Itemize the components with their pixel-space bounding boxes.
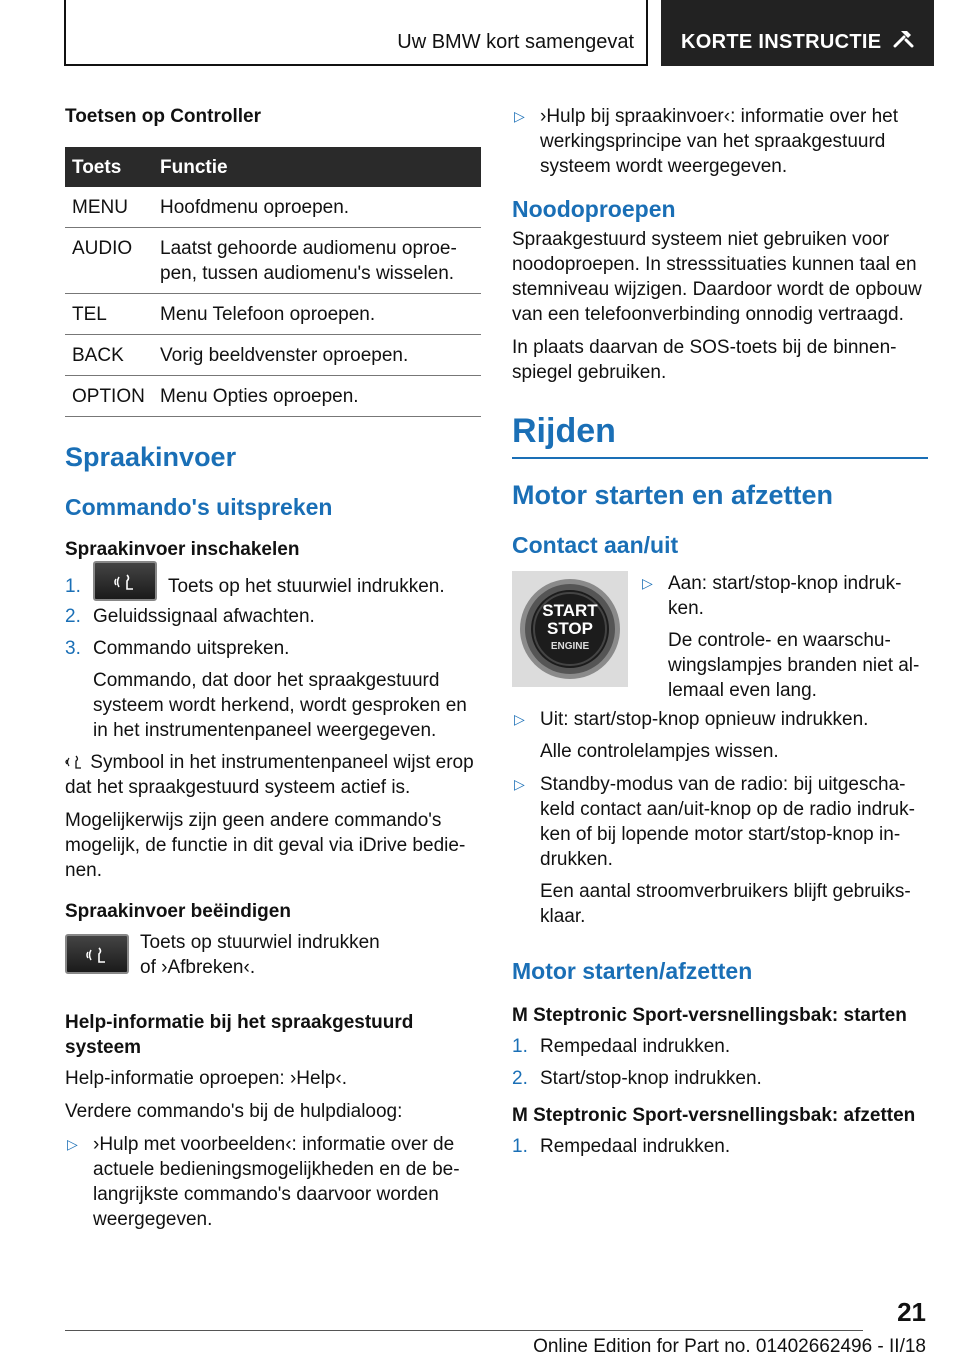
list-item — [512, 1134, 928, 1159]
start-steps-list — [512, 1034, 928, 1091]
step-text: Geluidssignaal afwachten. — [93, 606, 315, 627]
table-row — [65, 228, 481, 294]
triangle-bullet-icon: ▷ — [514, 108, 525, 124]
end-voice-text: Toets op stuurwiel indrukken of ›Afbreken‹. — [140, 932, 380, 978]
list-item — [65, 572, 481, 602]
footer-divider — [65, 1330, 863, 1331]
bullet-detail: Een aantal stroomverbruikers blijft gebruiksklaar. — [540, 881, 911, 927]
controller-heading: Toetsen op Controller — [65, 106, 261, 127]
subsection-heading-noodoproepen: Noodoproepen — [512, 196, 676, 222]
heading-beeindigen: Spraakinvoer beëindigen — [65, 901, 291, 922]
stop-steps-list — [512, 1134, 928, 1159]
header-section-title: Uw BMW kort samengevat — [397, 31, 634, 53]
heading-inschakelen: Spraakinvoer inschakelen — [65, 539, 300, 560]
step-text: Toets op het stuurwiel indrukken. — [167, 576, 445, 597]
list-item — [512, 104, 928, 179]
table-cell-key: MENU — [65, 187, 153, 228]
heading-help: Help-informatie bij het spraakgestuurd systeem — [65, 1012, 414, 1058]
aan-bullet-list — [640, 571, 928, 711]
bullet-text: Uit: start/stop-knop opnieuw indrukken. — [540, 709, 869, 730]
list-item — [640, 571, 928, 703]
step-number: 1. — [65, 576, 81, 597]
triangle-bullet-icon: ▷ — [514, 711, 525, 727]
table-cell-function: Vorig beeldvenster oproepen. — [153, 335, 481, 376]
bullet-text: ›Hulp bij spraakinvoer‹: informatie over het werkingsprincipe van het spraakgestuurd systeem wordt weergegeven. — [540, 106, 898, 177]
subsection-heading-contact: Contact aan/uit — [512, 532, 679, 558]
step-number: 1. — [512, 1036, 528, 1057]
help-bullet-list — [65, 1132, 481, 1232]
list-item — [65, 604, 481, 629]
symbol-text: Symbool in het instrumentenpaneel wijst erop dat het spraakgestuurd systeem actief is. — [65, 752, 474, 798]
subsection-heading-motor-starten: Motor starten/afzetten — [512, 958, 753, 984]
step-text: Rempedaal indrukken. — [540, 1036, 731, 1057]
table-cell-key: TEL — [65, 294, 153, 335]
step-number: 3. — [65, 638, 81, 659]
step-text: Start/stop-knop indrukken. — [540, 1068, 762, 1089]
bullet-detail: De controle- en waarschuwingslampjes branden niet allemaal even lang. — [668, 630, 920, 701]
bullet-text: ›Hulp met voorbeelden‹: informatie over de actuele bedieningsmogelijkheden en de belangrijkste commando's daarvoor worden weergegeven. — [93, 1134, 460, 1230]
heading-starten: M Steptronic Sport-versnellingsbak: starten — [512, 1005, 907, 1026]
voice-command-icon — [113, 571, 139, 593]
table-cell-key: AUDIO — [65, 228, 153, 294]
nood-paragraph-2: In plaats daarvan de SOS-toets bij de binnenspiegel gebruiken. — [512, 337, 897, 383]
table-cell-function: Menu Opties oproepen. — [153, 376, 481, 417]
list-item — [65, 636, 481, 743]
left-column — [65, 104, 481, 1240]
table-cell-key: BACK — [65, 335, 153, 376]
voice-button-image — [93, 561, 157, 601]
subsection-heading-commandos: Commando's uitspreken — [65, 494, 333, 520]
table-cell-function: Hoofdmenu oproepen. — [153, 187, 481, 228]
wrench-hammer-icon — [893, 28, 915, 48]
end-voice-block — [65, 930, 481, 988]
list-item — [512, 772, 928, 929]
step-number: 1. — [512, 1136, 528, 1157]
possible-commands-paragraph: Mogelijkerwijs zijn geen andere commando's mogelijk, de functie in dit geval via iDrive bedienen. — [65, 810, 466, 881]
page-header — [0, 0, 960, 66]
bullet-detail: Alle controlelampjes wissen. — [540, 741, 779, 762]
triangle-bullet-icon: ▷ — [67, 1136, 78, 1152]
controller-keys-table — [65, 147, 481, 417]
list-item — [512, 1034, 928, 1059]
table-row — [65, 376, 481, 417]
help-more-paragraph: Verdere commando's bij de hulpdialoog: — [65, 1101, 403, 1122]
header-section-box — [64, 0, 648, 66]
help-bullet-list-continued — [512, 104, 928, 179]
voice-symbol-icon — [65, 754, 85, 770]
table-row — [65, 187, 481, 228]
table-cell-function: Laatst gehoorde audiomenu oproepen, tussen audiomenu's wisselen. — [153, 228, 481, 294]
footer-edition: Online Edition for Part no. 01402662496 - II/18 — [533, 1336, 926, 1357]
section-heading-motor: Motor starten en afzetten — [512, 480, 834, 510]
triangle-bullet-icon: ▷ — [642, 575, 653, 591]
right-column — [512, 104, 928, 1166]
bullet-text: Aan: start/stop-knop indrukken. — [668, 573, 902, 619]
voice-button-image — [65, 934, 129, 974]
table-cell-function: Menu Telefoon oproepen. — [153, 294, 481, 335]
table-header-key: Toets — [65, 147, 153, 187]
heading-afzetten: M Steptronic Sport-versnellingsbak: afzetten — [512, 1105, 916, 1126]
table-row — [65, 294, 481, 335]
header-chapter-tab — [661, 0, 934, 66]
stop-label: STOP — [547, 619, 593, 638]
triangle-bullet-icon: ▷ — [514, 776, 525, 792]
start-label: START — [542, 601, 598, 620]
nood-paragraph-1: Spraakgestuurd systeem niet gebruiken voor noodoproepen. In stresssituaties kunnen taal en stemniveau wijzigen. Daardoor wordt de opbouw van een telefoonverbinding onnodig vertraagd. — [512, 229, 922, 325]
bullet-text: Standby-modus van de radio: bij uitgeschakeld contact aan/uit-knop op de radio indrukken of bij lopende motor start/stop-knop indrukken. — [540, 774, 915, 870]
list-item — [65, 1132, 481, 1232]
voice-command-icon — [85, 944, 111, 966]
step-number: 2. — [65, 606, 81, 627]
header-chapter-title: KORTE INSTRUCTIE — [681, 31, 882, 53]
list-item — [512, 1066, 928, 1091]
table-row — [65, 335, 481, 376]
symbol-paragraph — [65, 750, 481, 800]
engine-label: ENGINE — [550, 641, 590, 652]
step-number: 2. — [512, 1068, 528, 1089]
table-header-row — [65, 147, 481, 187]
step-text: Rempedaal indrukken. — [540, 1136, 731, 1157]
contact-bullet-list — [512, 707, 928, 929]
list-item — [512, 707, 928, 764]
step-text: Commando uitspreken. — [93, 638, 290, 659]
contact-block — [512, 571, 928, 707]
page-number: 21 — [897, 1297, 926, 1327]
chapter-heading-rijden: Rijden — [512, 411, 928, 459]
table-header-function: Functie — [153, 147, 481, 187]
start-stop-button-image — [512, 571, 628, 687]
activation-steps-list — [65, 572, 481, 743]
help-call-paragraph: Help-informatie oproepen: ›Help‹. — [65, 1068, 347, 1089]
step-detail: Commando, dat door het spraakgestuurd systeem wordt herkend, wordt gesproken en in het instrumentenpaneel weergegeven. — [93, 670, 467, 741]
section-heading-spraakinvoer: Spraakinvoer — [65, 442, 237, 472]
table-cell-key: OPTION — [65, 376, 153, 417]
